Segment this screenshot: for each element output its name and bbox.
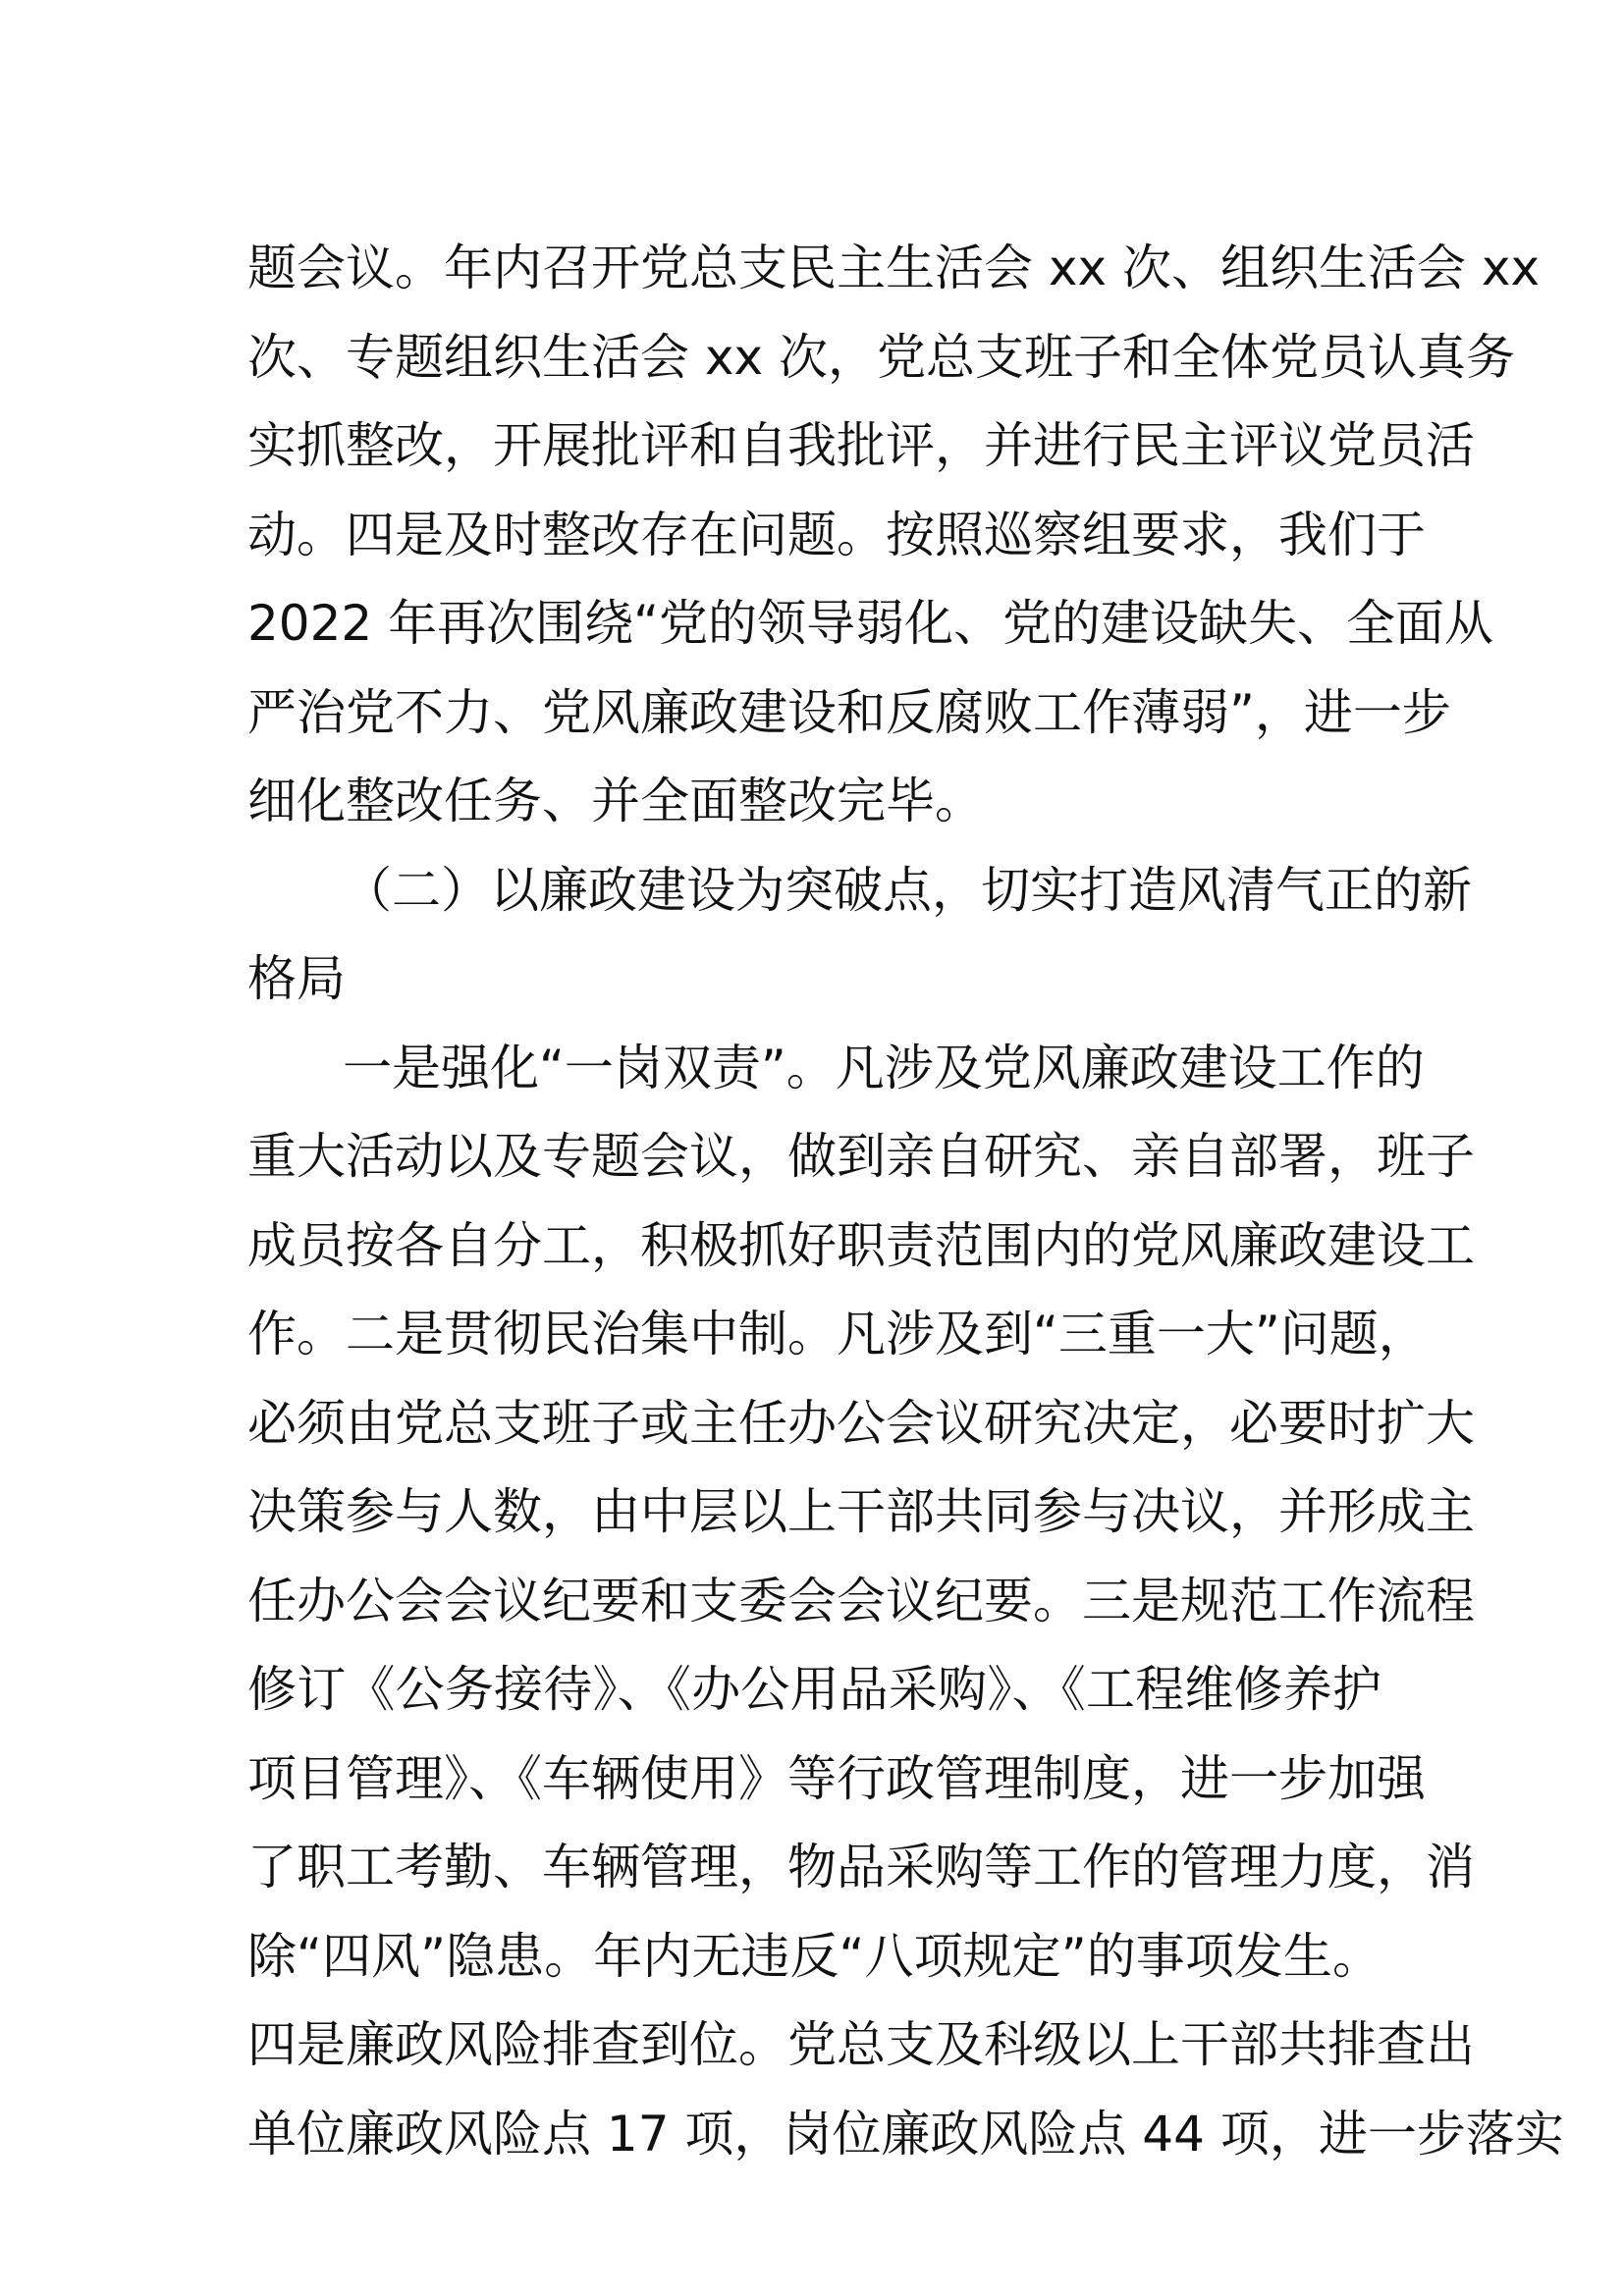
text-line: 一是强化“一岗双责”。凡涉及党风廉政建设工作的 [343, 1039, 1425, 1096]
text-line: 作。二是贯彻民治集中制。凡涉及到“三重一大”问题， [247, 1306, 1428, 1362]
text-line: 任办公会会议纪要和支委会会议纪要。三是规范工作流程 [247, 1572, 1475, 1629]
text-line: 细化整改任务、并全面整改完毕。 [247, 773, 984, 829]
text-line: 项目管理》、《车辆使用》等行政管理制度，进一步加强 [247, 1749, 1426, 1807]
text-line: 成员按各自分工，积极抓好职责范围内的党风廉政建设工 [247, 1216, 1475, 1274]
text-line: 四是廉政风险排查到位。党总支及科级以上干部共排查出 [247, 2016, 1475, 2073]
text-line: 除“四风”隐患。年内无违反“八项规定”的事项发生。 [247, 1927, 1381, 1985]
section-heading-continued: 格局 [247, 950, 346, 1007]
document-body [247, 224, 1564, 2178]
text-line: 次、专题组织生活会 xx 次，党总支班子和全体党员认真务 [247, 328, 1515, 386]
text-line: 了职工考勤、车辆管理，物品采购等工作的管理力度，消 [247, 1839, 1475, 1896]
text-line: 动。四是及时整改存在问题。按照巡察组要求，我们于 [247, 506, 1426, 563]
text-line: 严治党不力、党风廉政建设和反腐败工作薄弱”，进一步 [247, 683, 1451, 741]
text-line: 2022 年再次围绕“党的领导弱化、党的建设缺失、全面从 [247, 595, 1494, 652]
text-line: 决策参与人数，由中层以上干部共同参与决议，并形成主 [247, 1483, 1475, 1540]
text-line: 重大活动以及专题会议，做到亲自研究、亲自部署，班子 [247, 1128, 1475, 1185]
text-line: 单位廉政风险点 17 项，岗位廉政风险点 44 项，进一步落实 [247, 2105, 1564, 2163]
text-line: 必须由党总支班子或主任办公会议研究决定，必要时扩大 [247, 1394, 1475, 1452]
text-line: 修订《公务接待》、《办公用品采购》、《工程维修养护 [247, 1661, 1381, 1718]
section-heading: （二）以廉政建设为突破点，切实打造风清气正的新 [343, 861, 1472, 919]
text-line: 题会议。年内召开党总支民主生活会 xx 次、组织生活会 xx [247, 240, 1541, 296]
text-line: 实抓整改，开展批评和自我批评，并进行民主评议党员活 [247, 417, 1475, 474]
